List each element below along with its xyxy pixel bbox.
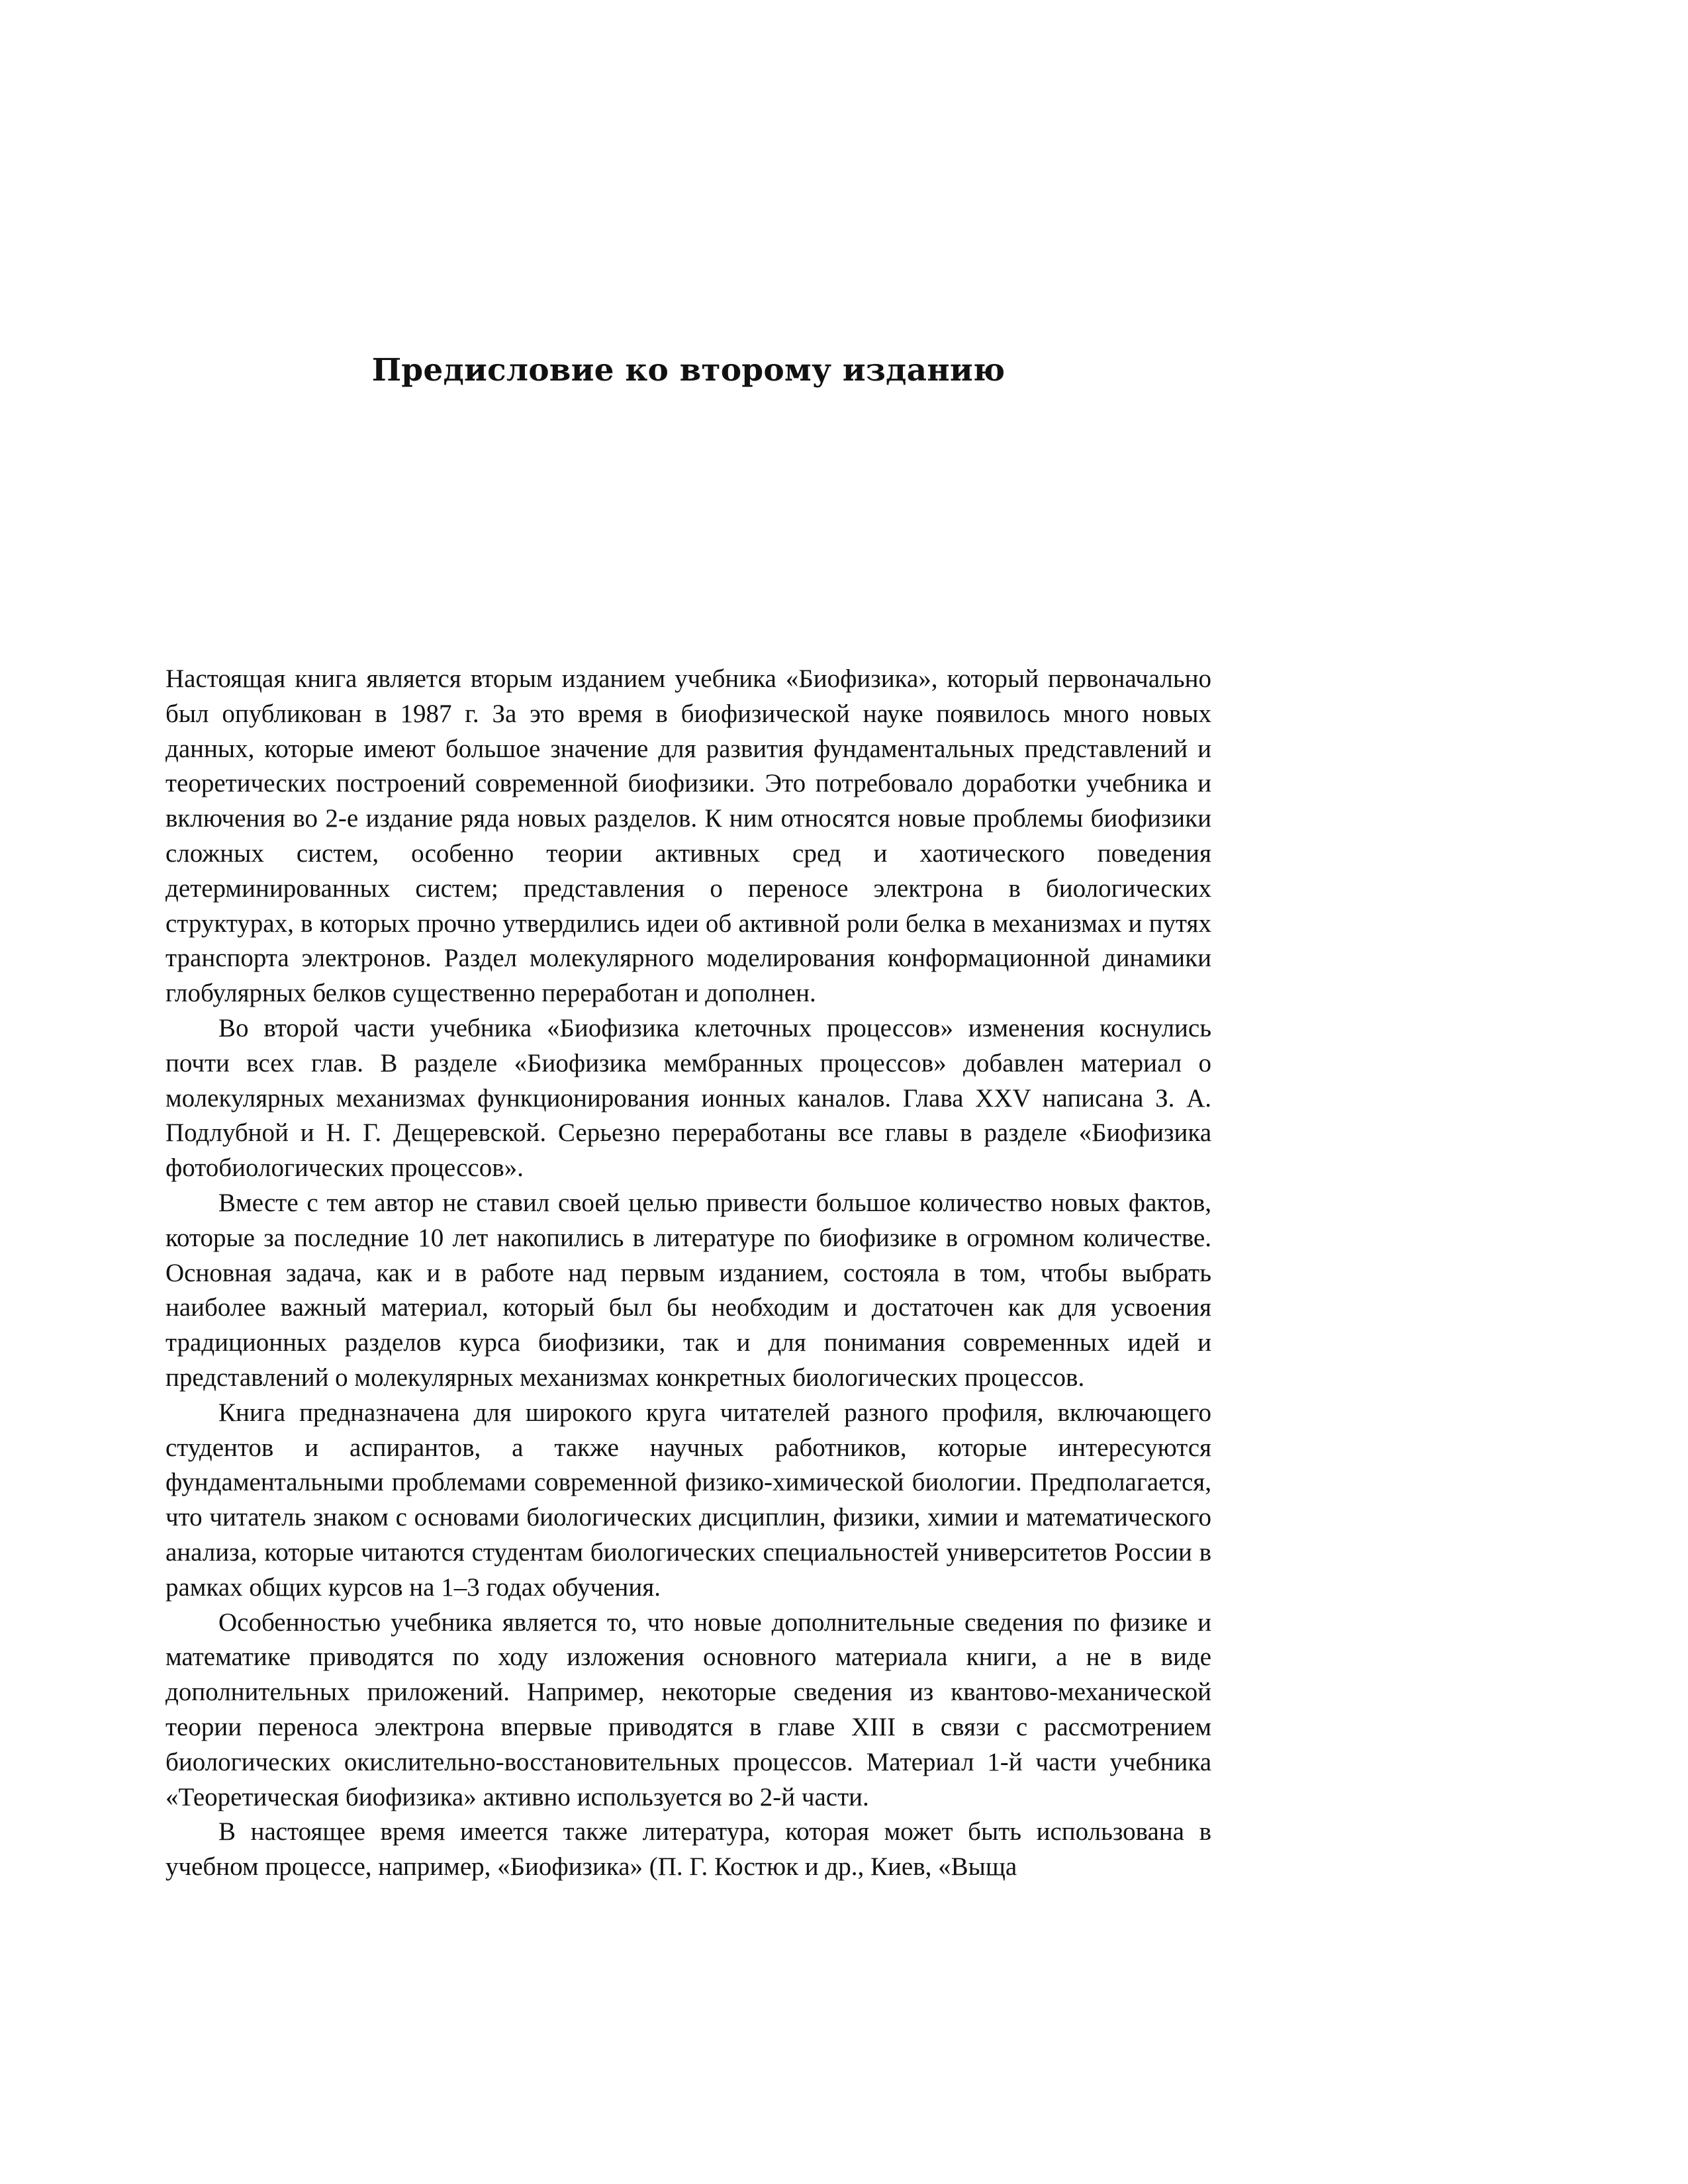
paragraph-1: Настоящая книга является вторым изданием учебника «Биофизика», который первоначально был опубликован в 1987 г. За это время в биофизической науке появилось много новых данных, которые имеют большое значение для развития фундаментальных представлений и теоретических построений современной биофизики. Это потребовало доработки учебника и включения во 2-е издание ряда новых разделов. К ним относятся новые проблемы биофизики сложных систем, особенно теории активных сред и хаотического поведения детерминированных систем; представления о переносе электрона в биологических структурах, в которых прочно утвердились идеи об активной роли белка в механизмах и путях транспорта электронов. Раздел молекулярного моделирования конформационной динамики глобулярных белков существенно переработан и дополнен.: [165, 664, 1211, 1008]
preface-body: [165, 662, 1211, 1885]
paragraph-4: Книга предназначена для широкого круга читателей разного профиля, включающего студентов и аспирантов, а также научных работников, которые интересуются фундаментальными проблемами современной физико-химической биологии. Предполагается, что читатель знаком с основами биологических дисциплин, физики, химии и математического анализа, которые читаются студентам биологических специальностей университетов России в рамках общих курсов на 1–3 годах обучения.: [165, 1398, 1211, 1602]
page-title: Предисловие ко второму изданию: [371, 352, 1006, 388]
paragraph-2: Во второй части учебника «Биофизика клеточных процессов» изменения коснулись почти всех глав. В разделе «Биофизика мембранных процессов» добавлен материал о молекулярных механизмах функционирования ионных каналов. Глава XXV написана З. А. Подлубной и Н. Г. Дещеревской. Серьезно переработаны все главы в разделе «Биофизика фотобиологических процессов».: [165, 1013, 1211, 1183]
paragraph-6: В настоящее время имеется также литература, которая может быть использована в учебном процессе, например, «Биофизика» (П. Г. Костюк и др., Киев, «Выща: [165, 1817, 1211, 1882]
paragraph-5: Особенностью учебника является то, что новые дополнительные сведения по физике и математике приводятся по ходу изложения основного материала книги, а не в виде дополнительных приложений. Например, некоторые сведения из квантово-механической теории переноса электрона впервые приводятся в главе XIII в связи с рассмотрением биологических окислительно-восстановительных процессов. Материал 1-й части учебника «Теоретическая биофизика» активно используется во 2-й части.: [165, 1608, 1211, 1811]
paragraph-3: Вместе с тем автор не ставил своей целью привести большое количество новых фактов, которые за последние 10 лет накопились в литературе по биофизике в огромном количестве. Основная задача, как и в работе над первым изданием, состояла в том, чтобы выбрать наиболее важный материал, который был бы необходим и достаточен как для усвоения традиционных разделов курса биофизики, так и для понимания современных идей и представлений о молекулярных механизмах конкретных биологических процессов.: [165, 1188, 1211, 1392]
